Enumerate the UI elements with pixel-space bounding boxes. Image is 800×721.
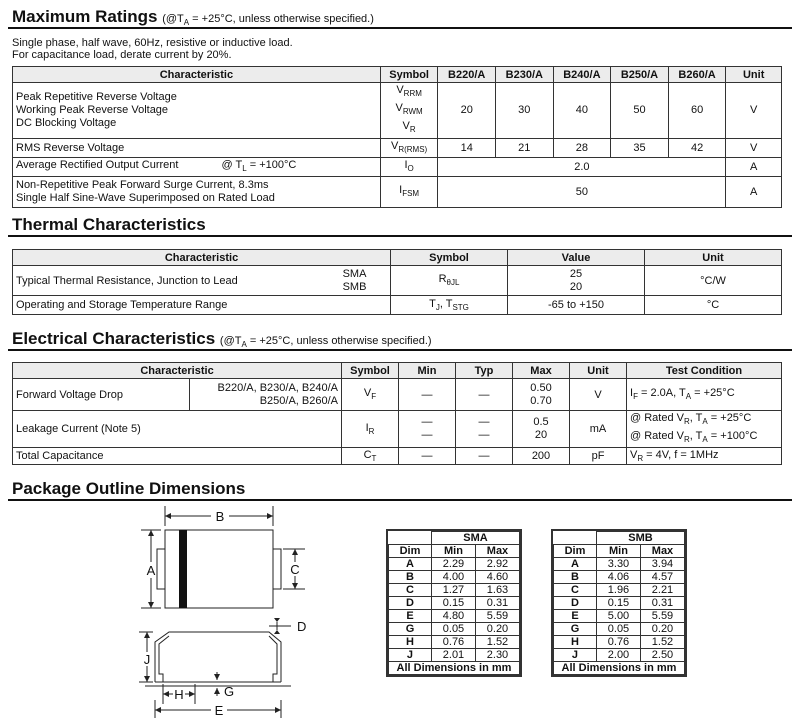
value-cell: 40 (553, 83, 611, 139)
table-row (13, 411, 782, 448)
table-row: D 0.15 0.31 (554, 597, 685, 610)
unit-cell: pF (570, 448, 627, 465)
max-cell: 200 (513, 448, 570, 465)
value-cell: 50 (611, 83, 669, 139)
characteristic-cell: Average Rectified Output Current @ $T_L = +100^\circ C$ (13, 157, 381, 176)
value-cell: 30 (496, 83, 554, 139)
dim-label-j: J (143, 652, 151, 667)
table-row: A 2.29 2.92 (389, 558, 520, 571)
table-row: D 0.15 0.31 (389, 597, 520, 610)
col-header: Unit (726, 67, 782, 83)
max-ratings-title: Maximum Ratings ($@T_A = +25^\circ C$, unless otherwise specified.) (8, 7, 792, 29)
electrical-section (8, 329, 792, 351)
table-row: H 0.76 1.52 (389, 636, 520, 649)
symbol-cell: $V_{R(RMS)}$ (380, 138, 438, 157)
dim-label-h: H (174, 687, 184, 702)
symbol-cell: $I_{FSM}$ (380, 176, 438, 207)
test-condition-cell: $V_R = 4V$, f = 1MHz (627, 448, 782, 465)
table-row: C 1.96 2.21 (554, 584, 685, 597)
value-cell: 35 (611, 138, 669, 157)
unit-cell: V (726, 83, 782, 139)
dim-label-b: B (215, 509, 225, 524)
unit-cell: A (726, 157, 782, 176)
symbol-cell: $C_T$ (342, 448, 399, 465)
col-header: Unit (645, 250, 782, 266)
table-header-row (13, 363, 782, 379)
col-header: Min (399, 363, 456, 379)
col-header: B230/A (496, 67, 554, 83)
cathode-band (179, 530, 187, 608)
table-row: J 2.01 2.30 (389, 649, 520, 662)
table-row: J 2.00 2.50 (554, 649, 685, 662)
table-row: H 0.76 1.52 (554, 636, 685, 649)
electrical-table (12, 362, 782, 465)
unit-cell: V (726, 138, 782, 157)
smb-title: SMB (596, 532, 684, 545)
sma-dimension-table-wrap (386, 529, 522, 677)
table-row (13, 296, 782, 315)
characteristic-cell: Non-Repetitive Peak Forward Surge Current, 8.3ms Single Half Sine-Wave Superimposed on Rated Load (13, 176, 381, 207)
max-ratings-table (12, 66, 782, 208)
symbol-cell: $I_R$ (342, 411, 399, 448)
symbol-cell: $R_{\theta JL}$ (391, 266, 508, 296)
value-cell: 50 (438, 176, 726, 207)
min-cell: — — (399, 411, 456, 448)
table-row (13, 266, 782, 296)
sma-dimension-table (388, 531, 520, 675)
package-title: Package Outline Dimensions (8, 479, 792, 501)
value-cell: 14 (438, 138, 496, 157)
table-row (13, 379, 782, 411)
value-cell: 20 (438, 83, 496, 139)
characteristic-cell: Peak Repetitive Reverse Voltage Working Peak Reverse Voltage DC Blocking Voltage (13, 83, 381, 139)
value-cell: 21 (496, 138, 554, 157)
col-header: Characteristic (13, 250, 391, 266)
col-header: Unit (570, 363, 627, 379)
electrical-condition: ($@T_A = +25^\circ C$, unless otherwise specified.) (219, 335, 432, 350)
unit-cell: V (570, 379, 627, 411)
col-header: B240/A (553, 67, 611, 83)
electrical-title: Electrical Characteristics ($@T_A = +25^\circ C$, unless otherwise specified.) (8, 329, 792, 351)
table-row: E 4.80 5.59 (389, 610, 520, 623)
thermal-title: Thermal Characteristics (8, 215, 792, 237)
note-line-1: Single phase, half wave, 60Hz, resistive or inductive load. (12, 37, 293, 49)
col-header: Symbol (391, 250, 508, 266)
thermal-section (8, 215, 792, 237)
col-header: Characteristic (13, 363, 342, 379)
col-header: B220/A (438, 67, 496, 83)
characteristic-cell: Forward Voltage Drop (13, 379, 190, 411)
min-cell: — (399, 448, 456, 465)
smb-dimension-table (553, 531, 685, 675)
table-row: C 1.27 1.63 (389, 584, 520, 597)
col-header: Value (508, 250, 645, 266)
max-ratings-condition: ($@T_A = +25^\circ C$, unless otherwise specified.) (162, 13, 374, 28)
test-condition-cell: @ Rated $V_R$, $T_A = +25^\circ C$ @ Rated $V_R$, $T_A = +100^\circ C$ (627, 411, 782, 448)
table-row: A 3.30 3.94 (554, 558, 685, 571)
table-header-row (13, 250, 782, 266)
lead-right (273, 549, 281, 589)
characteristic-cell: Operating and Storage Temperature Range (13, 296, 391, 315)
table-row: E 5.00 5.59 (554, 610, 685, 623)
table-row (13, 138, 782, 157)
col-header: Symbol (380, 67, 438, 83)
col-header: B260/A (668, 67, 726, 83)
table-row: G 0.05 0.20 (389, 623, 520, 636)
table-row (13, 157, 782, 176)
value-cell: 25 20 (508, 266, 645, 296)
package-outline-drawing (125, 504, 325, 719)
thermal-table (12, 249, 782, 315)
symbol-cell: $T_J$, $T_{STG}$ (391, 296, 508, 315)
col-header: B250/A (611, 67, 669, 83)
table-row: B 4.00 4.60 (389, 571, 520, 584)
symbol-cell: $I_O$ (380, 157, 438, 176)
characteristic-cell: Leakage Current (Note 5) (13, 411, 342, 448)
dim-label-a: A (146, 563, 156, 578)
value-cell: 42 (668, 138, 726, 157)
typ-cell: — — (456, 411, 513, 448)
sma-title: SMA (431, 532, 519, 545)
col-header: Characteristic (13, 67, 381, 83)
value-cell: -65 to +150 (508, 296, 645, 315)
col-header: Symbol (342, 363, 399, 379)
max-ratings-section (8, 7, 792, 29)
characteristic-cell: RMS Reverse Voltage (13, 138, 381, 157)
typ-cell: — (456, 448, 513, 465)
dim-label-c: C (290, 562, 300, 577)
value-cell: 60 (668, 83, 726, 139)
typ-cell: — (456, 379, 513, 411)
unit-cell: °C/W (645, 266, 782, 296)
part-cell: B220/A, B230/A, B240/A B250/A, B260/A (190, 379, 342, 411)
table-header-row (13, 67, 782, 83)
max-ratings-notes (12, 37, 293, 61)
col-header: Typ (456, 363, 513, 379)
value-cell: 2.0 (438, 157, 726, 176)
dim-label-d: D (297, 619, 307, 634)
max-cell: 0.5 20 (513, 411, 570, 448)
min-cell: — (399, 379, 456, 411)
sma-header-row: Dim Min Max (389, 545, 520, 558)
unit-cell: A (726, 176, 782, 207)
symbol-cell: $V_F$ (342, 379, 399, 411)
dim-label-g: G (224, 684, 235, 699)
characteristic-cell: Total Capacitance (13, 448, 342, 465)
dim-label-e: E (214, 703, 224, 718)
smb-dimension-table-wrap (551, 529, 687, 677)
table-row (13, 176, 782, 207)
characteristic-cell: Typical Thermal Resistance, Junction to Lead (13, 266, 320, 296)
table-row (13, 448, 782, 465)
note-line-2: For capacitance load, derate current by 20%. (12, 49, 232, 61)
table-row: G 0.05 0.20 (554, 623, 685, 636)
test-condition-cell: $I_F = 2.0A$, $T_A = +25^\circ C$ (627, 379, 782, 411)
table-row (13, 83, 782, 139)
col-header: Test Condition (627, 363, 782, 379)
max-cell: 0.50 0.70 (513, 379, 570, 411)
package-cell: SMA SMB (319, 266, 391, 296)
symbol-cell: $V_{RRM}$ $V_{RWM}$ $V_R$ (380, 83, 438, 139)
table-row: B 4.06 4.57 (554, 571, 685, 584)
unit-cell: °C (645, 296, 782, 315)
sma-footer: All Dimensions in mm (389, 662, 520, 675)
lead-left (157, 549, 165, 589)
value-cell: 28 (553, 138, 611, 157)
smb-header-row: Dim Min Max (554, 545, 685, 558)
package-section (8, 479, 792, 501)
col-header: Max (513, 363, 570, 379)
unit-cell: mA (570, 411, 627, 448)
smb-footer: All Dimensions in mm (554, 662, 685, 675)
